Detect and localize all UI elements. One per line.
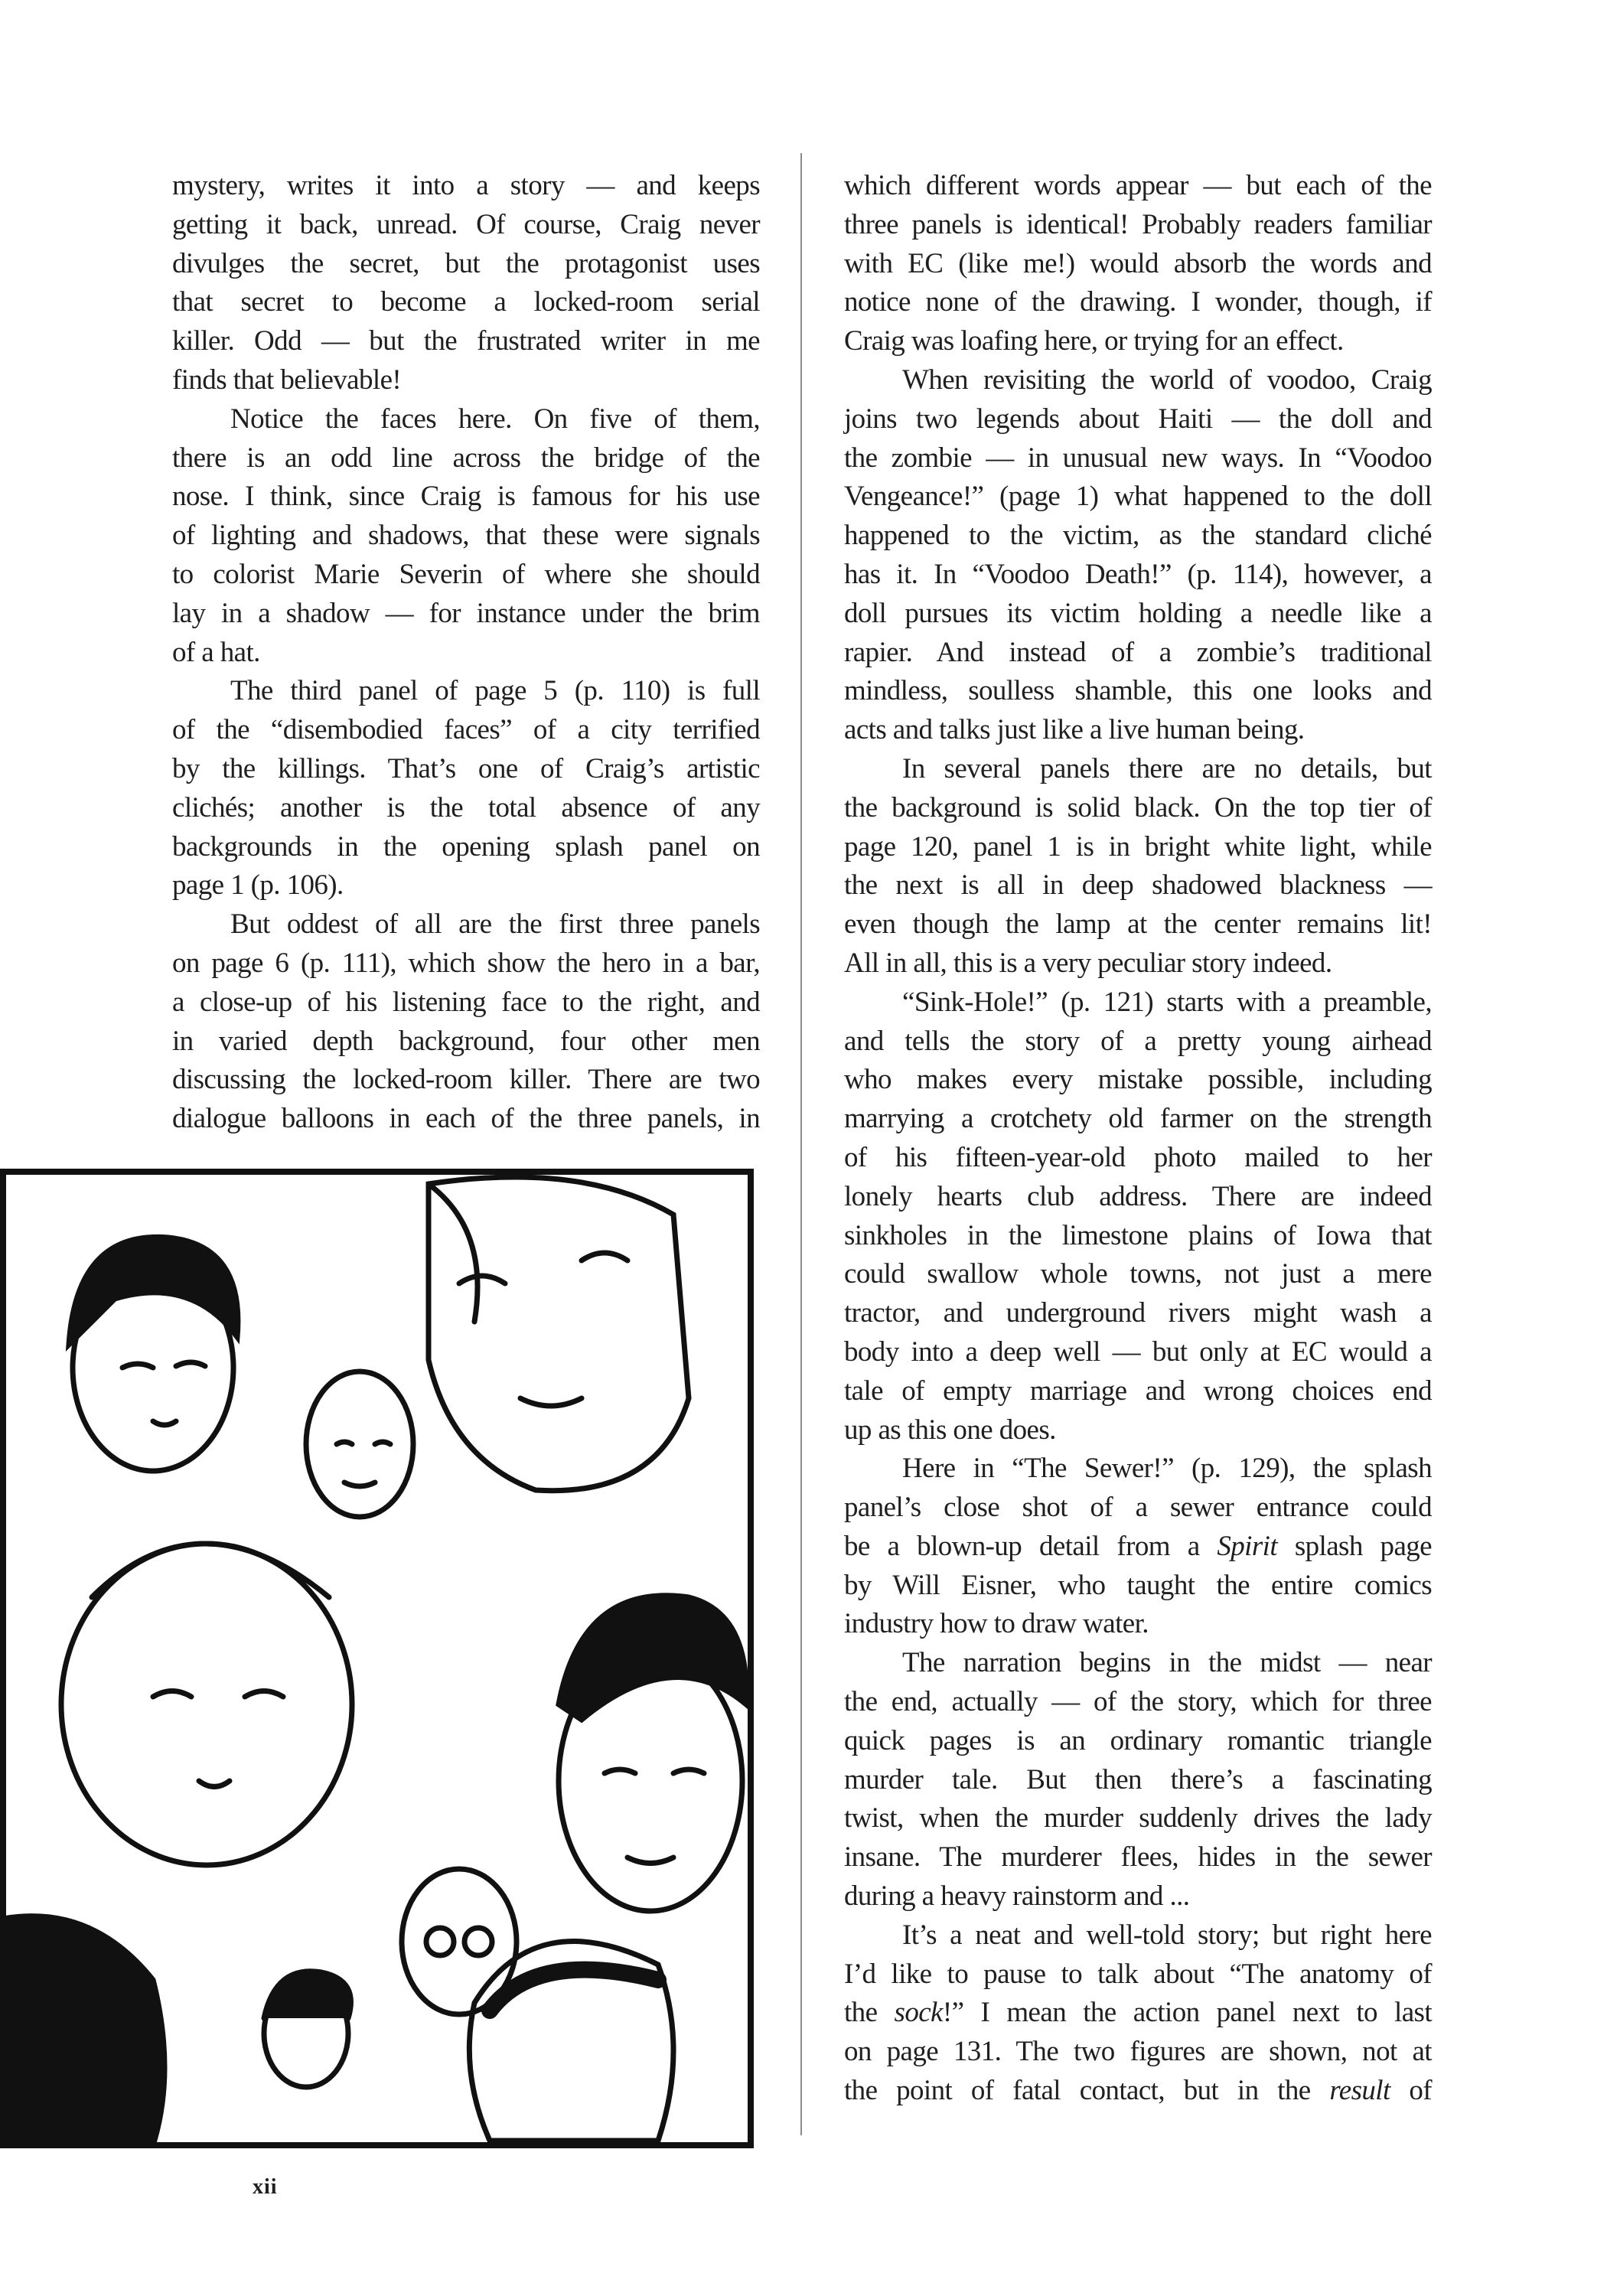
text-line xyxy=(844,1139,1432,1178)
text-segment: notice none of the drawing. I wonder, though, if xyxy=(844,286,1432,318)
text-segment: the point of fatal contact, but in the xyxy=(844,2075,1330,2107)
text-segment: When revisiting the world of voodoo, Craig xyxy=(902,364,1432,396)
column-divider xyxy=(800,153,802,2135)
text-segment: quick pages is an ordinary romantic triangle xyxy=(844,1724,1432,1756)
text-segment: that secret to become a locked-room serial xyxy=(172,286,760,318)
text-segment: clichés; another is the total absence of any xyxy=(172,791,760,823)
text-line xyxy=(172,711,760,750)
text-line xyxy=(844,1450,1432,1489)
text-segment: could swallow whole towns, not just a mere xyxy=(844,1258,1432,1290)
italic-text-segment: sock xyxy=(894,1997,943,2029)
text-segment: mindless, soulless shamble, this one looks and xyxy=(844,675,1432,707)
text-segment: of lighting and shadows, that these were signals xyxy=(172,520,760,552)
text-segment: getting it back, unread. Of course, Craig never xyxy=(172,208,760,240)
text-segment: insane. The murderer flees, hides in the sewer xyxy=(844,1841,1432,1874)
text-segment: by the killings. That’s one of Craig’s artistic xyxy=(172,752,760,784)
text-segment: In several panels there are no details, but xyxy=(902,752,1432,784)
text-segment: has it. In “Voodoo Death!” (p. 114), however, a xyxy=(844,558,1432,590)
text-line xyxy=(844,1761,1432,1800)
text-segment: on page 131. The two figures are shown, not at xyxy=(844,2036,1432,2068)
text-line xyxy=(172,439,760,478)
text-line xyxy=(844,1217,1432,1256)
text-segment: mystery, writes it into a story — and keeps xyxy=(172,170,760,201)
text-segment: of the “disembodied faces” of a city terrified xyxy=(172,714,760,746)
text-segment: But oddest of all are the first three panels xyxy=(230,908,760,941)
text-segment: Here in “The Sewer!” (p. 129), the splash xyxy=(902,1453,1432,1485)
text-line xyxy=(844,634,1432,673)
text-line xyxy=(844,1683,1432,1722)
text-line xyxy=(844,245,1432,284)
text-segment: dialogue balloons in each of the three panels, in xyxy=(172,1103,760,1135)
italic-text-segment: Spirit xyxy=(1217,1530,1278,1562)
text-segment: a close-up of his listening face to the right, and xyxy=(172,986,760,1018)
text-segment: finds that believable! xyxy=(172,364,402,396)
text-segment: joins two legends about Haiti — the doll and xyxy=(844,403,1432,435)
text-line xyxy=(844,1255,1432,1294)
text-segment: page 120, panel 1 is in bright white light, while xyxy=(844,830,1432,863)
text-line xyxy=(172,361,760,400)
text-segment: be a blown-up detail from a xyxy=(844,1530,1217,1562)
text-line xyxy=(844,1722,1432,1761)
text-segment: splash page xyxy=(1277,1530,1432,1562)
text-line xyxy=(172,905,760,944)
text-segment: tale of empty marriage and wrong choices end xyxy=(844,1375,1432,1407)
text-segment: even though the lamp at the center remains lit! xyxy=(844,908,1432,941)
text-line xyxy=(844,905,1432,944)
text-segment: in varied depth background, four other men xyxy=(172,1025,760,1057)
text-line xyxy=(844,556,1432,595)
text-segment: on page 6 (p. 111), which show the hero in a bar, xyxy=(172,947,760,979)
text-line xyxy=(844,1528,1432,1567)
text-segment: murder tale. But then there’s a fascinating xyxy=(844,1763,1432,1795)
text-line xyxy=(844,983,1432,1022)
text-segment: the xyxy=(844,1997,895,2029)
text-line xyxy=(844,595,1432,634)
text-line xyxy=(844,672,1432,711)
text-line xyxy=(172,206,760,245)
text-segment: Craig was loafing here, or trying for an effect. xyxy=(844,325,1344,357)
text-line xyxy=(172,1100,760,1139)
text-line xyxy=(844,944,1432,983)
text-line xyxy=(844,1644,1432,1683)
text-segment: twist, when the murder suddenly drives the lady xyxy=(844,1802,1432,1835)
text-line xyxy=(844,1294,1432,1333)
text-segment: the zombie — in unusual new ways. In “Voodoo xyxy=(844,442,1432,474)
text-segment: Vengeance!” (page 1) what happened to the doll xyxy=(844,481,1432,513)
text-segment: I’d like to pause to talk about “The anatomy of xyxy=(844,1958,1432,1990)
text-segment: up as this one does. xyxy=(844,1414,1056,1446)
text-line xyxy=(172,517,760,556)
text-line xyxy=(172,322,760,361)
text-line xyxy=(172,478,760,517)
text-segment: panel’s close shot of a sewer entrance could xyxy=(844,1492,1432,1524)
text-line xyxy=(844,1022,1432,1062)
text-line xyxy=(844,2072,1432,2111)
text-segment: which different words appear — but each of the xyxy=(844,170,1432,201)
text-line xyxy=(844,1994,1432,2033)
text-segment: Notice the faces here. On five of them, xyxy=(230,403,760,435)
italic-text-segment: result xyxy=(1329,2075,1390,2107)
text-segment: who makes every mistake possible, including xyxy=(844,1064,1432,1096)
text-line xyxy=(844,206,1432,245)
text-line xyxy=(844,1489,1432,1528)
text-line xyxy=(172,1061,760,1100)
text-line xyxy=(172,672,760,711)
text-line xyxy=(844,1372,1432,1411)
right-text-column xyxy=(844,167,1432,2111)
text-line xyxy=(844,283,1432,322)
text-line xyxy=(844,711,1432,750)
text-segment: to colorist Marie Severin of where she should xyxy=(172,558,760,590)
text-segment: backgrounds in the opening splash panel on xyxy=(172,830,760,863)
text-segment: with EC (like me!) would absorb the words and xyxy=(844,247,1432,279)
text-line xyxy=(172,595,760,634)
text-segment: the next is all in deep shadowed blackness — xyxy=(844,869,1432,902)
text-line xyxy=(844,400,1432,439)
text-line xyxy=(844,439,1432,478)
text-segment: The narration begins in the midst — near xyxy=(902,1647,1432,1679)
text-line xyxy=(172,750,760,789)
text-segment: All in all, this is a very peculiar story indeed. xyxy=(844,947,1332,979)
text-line xyxy=(844,1411,1432,1450)
text-line xyxy=(844,1333,1432,1372)
text-line xyxy=(844,1877,1432,1916)
text-segment: tractor, and underground rivers might wash a xyxy=(844,1297,1432,1329)
text-segment: marrying a crotchety old farmer on the strength xyxy=(844,1103,1432,1135)
text-segment: divulges the secret, but the protagonist uses xyxy=(172,247,760,279)
text-segment: lonely hearts club address. There are indeed xyxy=(844,1180,1432,1212)
text-segment: three panels is identical! Probably readers familiar xyxy=(844,208,1432,240)
text-line xyxy=(844,1178,1432,1217)
text-segment: doll pursues its victim holding a needle like a xyxy=(844,597,1432,629)
text-line xyxy=(844,1838,1432,1877)
text-segment: of xyxy=(1390,2075,1433,2107)
text-line xyxy=(844,1916,1432,1955)
text-line xyxy=(844,866,1432,905)
text-segment: there is an odd line across the bridge of the xyxy=(172,442,760,474)
text-segment: lay in a shadow — for instance under the brim xyxy=(172,597,760,629)
text-line xyxy=(844,2033,1432,2072)
text-line xyxy=(172,789,760,828)
text-line xyxy=(172,283,760,322)
text-line xyxy=(172,634,760,673)
text-line xyxy=(172,828,760,867)
text-segment: “Sink-Hole!” (p. 121) starts with a preamble, xyxy=(902,986,1432,1018)
text-line xyxy=(844,1100,1432,1139)
text-line xyxy=(172,245,760,284)
text-segment: discussing the locked-room killer. There are two xyxy=(172,1064,760,1096)
text-line xyxy=(844,322,1432,361)
text-segment: acts and talks just like a live human being. xyxy=(844,714,1305,746)
text-line xyxy=(844,789,1432,828)
text-line xyxy=(172,944,760,983)
text-line xyxy=(844,167,1432,206)
comic-panel-illustration xyxy=(0,1169,754,2148)
text-segment: nose. I think, since Craig is famous for his use xyxy=(172,481,760,513)
text-segment: killer. Odd — but the frustrated writer in me xyxy=(172,325,760,357)
text-segment: !” I mean the action panel next to last xyxy=(942,1997,1432,2029)
text-line xyxy=(844,517,1432,556)
page-number: xii xyxy=(253,2175,278,2199)
text-segment: by Will Eisner, who taught the entire comics xyxy=(844,1569,1432,1601)
text-line xyxy=(844,478,1432,517)
text-line xyxy=(844,1799,1432,1838)
text-segment: page 1 (p. 106). xyxy=(172,869,344,902)
text-segment: body into a deep well — but only at EC would a xyxy=(844,1336,1432,1368)
text-line xyxy=(172,167,760,206)
text-segment: happened to the victim, as the standard cliché xyxy=(844,520,1432,552)
text-line xyxy=(172,866,760,905)
text-segment: the end, actually — of the story, which for three xyxy=(844,1686,1432,1718)
text-segment: the background is solid black. On the top tier of xyxy=(844,791,1432,823)
text-line xyxy=(172,556,760,595)
text-line xyxy=(844,361,1432,400)
text-line xyxy=(172,400,760,439)
text-line xyxy=(172,1022,760,1062)
text-line xyxy=(844,828,1432,867)
text-segment: of his fifteen-year-old photo mailed to her xyxy=(844,1141,1432,1173)
text-line xyxy=(844,1605,1432,1644)
text-segment: sinkholes in the limestone plains of Iowa that xyxy=(844,1219,1432,1251)
left-text-column xyxy=(172,167,760,1139)
text-line xyxy=(844,1567,1432,1606)
text-segment: rapier. And instead of a zombie’s traditional xyxy=(844,636,1432,668)
text-segment: of a hat. xyxy=(172,636,260,668)
text-segment: during a heavy rainstorm and ... xyxy=(844,1880,1190,1913)
text-line xyxy=(844,1955,1432,1994)
text-segment: and tells the story of a pretty young airhead xyxy=(844,1025,1432,1057)
text-line xyxy=(844,1061,1432,1100)
text-segment: industry how to draw water. xyxy=(844,1608,1149,1640)
text-segment: It’s a neat and well-told story; but right here xyxy=(902,1919,1432,1951)
text-segment: The third panel of page 5 (p. 110) is full xyxy=(230,675,760,707)
text-line xyxy=(172,983,760,1022)
text-line xyxy=(844,750,1432,789)
